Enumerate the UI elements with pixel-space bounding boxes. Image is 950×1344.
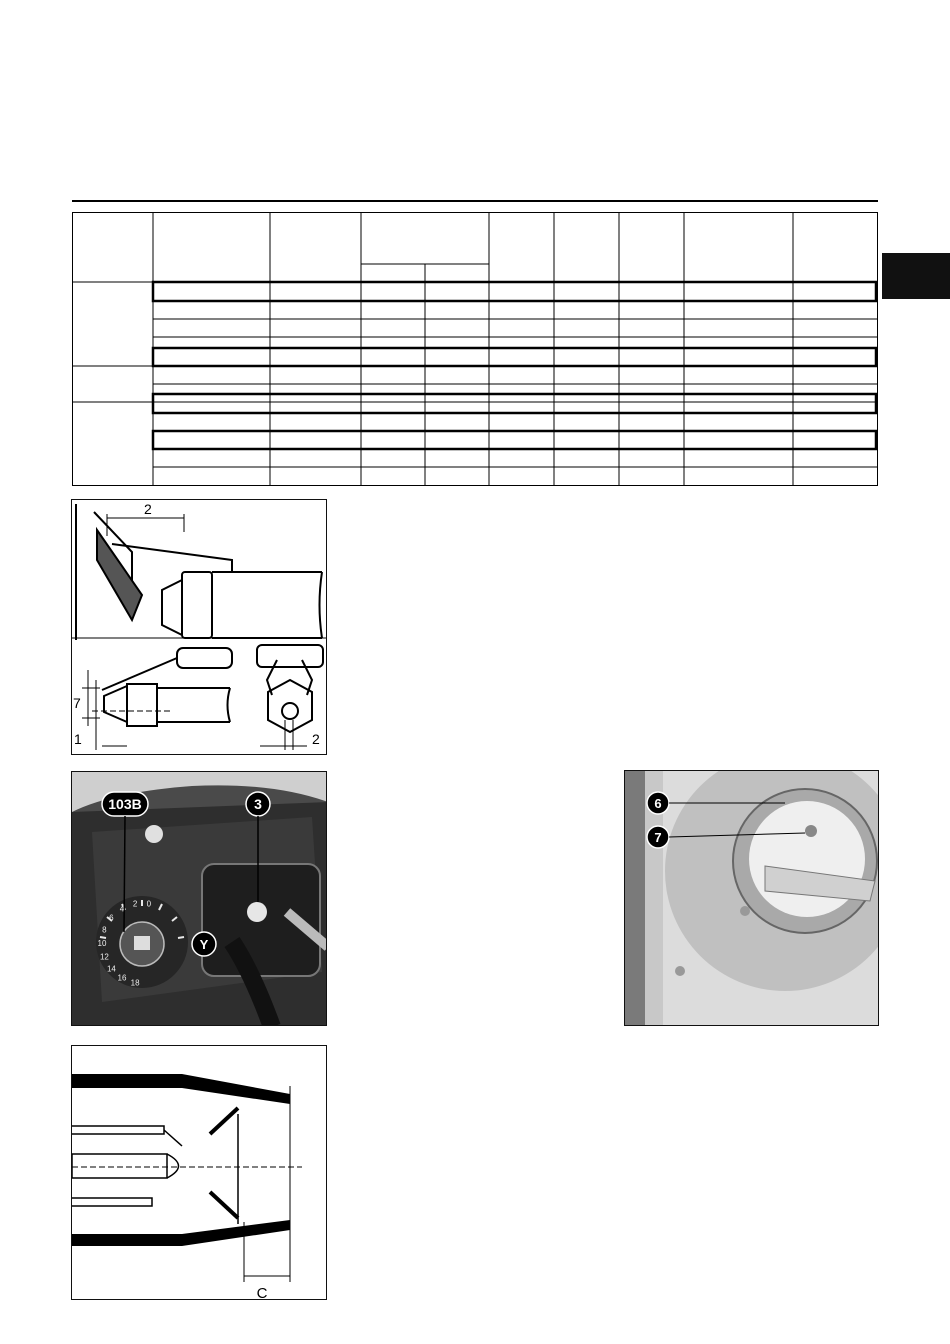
svg-text:Y: Y [199,937,209,952]
dial-scale-label: 16 [117,973,127,983]
dial-scale-label: 6 [109,913,114,923]
diffuser-disc [210,1108,238,1218]
bolt-icon [145,825,163,843]
dial-scale-label: 18 [130,978,140,988]
dial-scale-label: 2 [132,899,138,909]
svg-text:3: 3 [254,796,262,812]
dial-scale-label: 4 [119,904,125,914]
dial-scale-label: 0 [146,899,152,909]
svg-text:103B: 103B [108,796,142,812]
svg-text:6: 6 [654,796,662,811]
electrode-diagram [71,499,327,755]
combustion-head-diagram [71,1045,327,1300]
fixing-screw-icon [805,825,817,837]
dim-top-label: 2 [144,501,152,517]
regulator-photo [71,771,327,1026]
dial-scale-label: 12 [99,952,109,962]
header-rule [72,200,878,202]
dim-bottom-left-label: 1 [74,731,82,747]
table-highlight-rows [153,282,876,449]
dial-scale-label: 10 [97,939,107,948]
callout-y [192,932,216,956]
electrode-dimension-lines [82,514,307,750]
adjust-screw-icon [247,902,267,922]
dim-bottom-right-label: 2 [312,731,320,747]
fan-photo [624,770,879,1026]
settings-table [72,212,878,486]
section-tab-marker [882,253,950,299]
head-dimension-lines [72,1086,302,1282]
dial-scale-label: 8 [102,925,107,935]
head-walls [72,1074,290,1246]
air-damper [749,801,865,917]
dim-left-label: 7 [73,695,81,711]
electrode-drawing [72,504,327,732]
dim-c-label: C [256,1285,268,1300]
dial-scale-label: 14 [106,964,116,974]
svg-text:7: 7 [654,830,662,845]
